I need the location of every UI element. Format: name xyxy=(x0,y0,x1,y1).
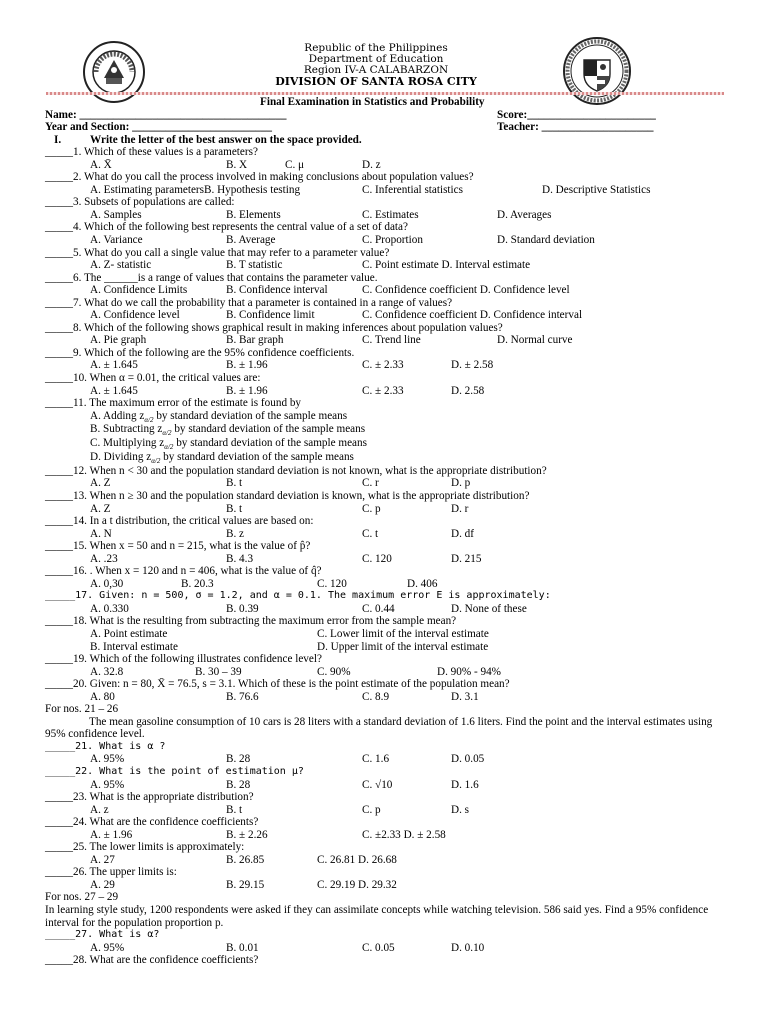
question-4: _____4. Which of the following best represents the central value of a set of data? xyxy=(45,221,408,234)
question-stem xyxy=(45,515,725,528)
choice-a: A. ± 1.645 xyxy=(90,359,138,372)
choices-row xyxy=(45,666,725,679)
choices-row xyxy=(45,284,725,297)
choice-cd: C. Point estimate D. Interval estimate xyxy=(362,259,531,272)
question-stem xyxy=(45,565,725,578)
choice-d-text: D. Dividing z xyxy=(90,451,152,464)
instruction-text: Write the letter of the best answer on the space provided. xyxy=(90,133,362,146)
question-stem xyxy=(45,221,725,234)
question-13: _____13. When n ≥ 30 and the population standard deviation is known, what is the appropriate distribution? xyxy=(45,489,530,502)
choice-a-text: A. Adding z xyxy=(90,409,145,422)
choice-b: B. 76.6 xyxy=(226,690,259,703)
question-stem xyxy=(45,347,725,360)
choices-row xyxy=(45,628,725,641)
choice-d: D. 0.10 xyxy=(451,941,485,954)
question-17: _____17. Given: n = 500, σ = 1.2, and α = 0.1. The maximum error E is approximately: xyxy=(45,590,551,602)
choice-a-rest: by standard deviation of the sample means xyxy=(153,409,348,422)
alpha-subscript: α/2 xyxy=(144,415,154,424)
question-stem xyxy=(45,590,725,603)
question-16: _____16. . When x = 120 and n = 406, what is the value of q̂? xyxy=(45,565,322,578)
choice-a: A. 27 xyxy=(90,853,115,866)
choice-d: D. s xyxy=(451,803,470,816)
choice-row-d xyxy=(45,451,725,465)
choice-c: C. Trend line xyxy=(362,334,421,347)
choices-row xyxy=(45,578,725,591)
choice-c: C. t xyxy=(362,527,379,540)
choice-a: A. 29 xyxy=(90,878,115,891)
exam-content xyxy=(45,96,725,967)
alpha-subscript: α/2 xyxy=(162,429,172,438)
question-12: _____12. When n < 30 and the population standard deviation is not known, what is the appropriate distribution? xyxy=(45,464,547,477)
choices-row xyxy=(45,942,725,955)
year-section-field[interactable]: Year and Section: _________________________ xyxy=(45,121,272,134)
question-15: _____15. When x = 50 and n = 215, what is the value of p̂? xyxy=(45,540,311,553)
question-stem xyxy=(45,766,725,779)
question-24: _____24. What are the confidence coefficients? xyxy=(45,816,259,829)
teacher-field[interactable]: Teacher: ____________________ xyxy=(497,121,654,134)
choices-row xyxy=(45,209,725,222)
choices-row xyxy=(45,603,725,616)
choice-cd: C. Confidence coefficient D. Confidence level xyxy=(362,284,570,297)
choice-b: B. t xyxy=(226,502,243,515)
question-stem xyxy=(45,841,725,854)
group-27-29-label: For nos. 27 – 29 xyxy=(45,891,119,904)
choice-c: C. Lower limit of the interval estimate xyxy=(317,627,489,640)
choices-row xyxy=(45,385,725,398)
choice-d: D. z xyxy=(362,158,381,171)
choice-b: B. Average xyxy=(226,234,276,247)
question-20: _____20. Given: n = 80, X̄ = 76.5, s = 3.1. Which of these is the point estimate of the population mean? xyxy=(45,678,510,691)
choice-b: B. 29.15 xyxy=(226,878,265,891)
question-18: _____18. What is the resulting from subtracting the maximum error from the sample mean? xyxy=(45,615,457,628)
choice-a: A. 95% xyxy=(90,778,125,791)
choice-c: C. 0.05 xyxy=(362,941,395,954)
question-stem xyxy=(45,678,725,691)
choice-c: C. r xyxy=(362,477,379,490)
choices-row xyxy=(45,829,725,842)
choice-a: A. z xyxy=(90,803,109,816)
question-28: _____28. What are the confidence coefficients? xyxy=(45,954,259,967)
question-26: _____26. The upper limits is: xyxy=(45,866,177,879)
choice-c-rest: by standard deviation of the sample means xyxy=(173,437,367,450)
choice-b: B. 30 – 39 xyxy=(195,665,242,678)
choice-c: C. μ xyxy=(285,158,305,171)
choice-d: D. r xyxy=(451,502,469,515)
alpha-subscript: α/2 xyxy=(151,457,161,466)
choice-b: B. ± 1.96 xyxy=(226,359,268,372)
choice-c: C. Inferential statistics xyxy=(362,183,463,196)
question-stem xyxy=(45,816,725,829)
choices-row xyxy=(45,259,725,272)
choices-row xyxy=(45,804,725,817)
question-stem xyxy=(45,372,725,385)
choice-a: A. Variance xyxy=(90,234,143,247)
choice-d: D. 406 xyxy=(407,577,438,590)
choice-cd: C. Confidence coefficient D. Confidence interval xyxy=(362,309,583,322)
score-field[interactable]: Score:_______________________ xyxy=(497,108,656,121)
question-27: _____27. What is α? xyxy=(45,929,160,941)
choice-d: D. 2.58 xyxy=(451,384,485,397)
choice-d: D. Standard deviation xyxy=(497,234,595,247)
choice-a: A. Z- statistic xyxy=(90,259,152,272)
choice-c: C. ± 2.33 xyxy=(362,384,404,397)
choice-c: C. 120 xyxy=(362,552,392,565)
question-stem xyxy=(45,954,725,967)
choice-row-a xyxy=(45,410,725,424)
group-heading xyxy=(45,703,725,716)
department-line: Department of Education xyxy=(308,53,444,65)
choice-d: D. 1.6 xyxy=(451,778,479,791)
choices-row xyxy=(45,159,725,172)
question-25: _____25. The lower limits is approximately: xyxy=(45,841,245,854)
choice-d: D. Averages xyxy=(497,208,552,221)
choice-a: A. 0,30 xyxy=(90,577,124,590)
choice-c: C. Proportion xyxy=(362,234,423,247)
choice-a: A. N xyxy=(90,527,112,540)
question-stem xyxy=(45,540,725,553)
republic-line: Republic of the Philippines xyxy=(304,42,448,54)
choice-d: D. Normal curve xyxy=(497,334,573,347)
choice-b: B. 28 xyxy=(226,753,251,766)
choice-d: D. 215 xyxy=(451,552,482,565)
name-score-row xyxy=(45,109,725,122)
choice-a: A. 95% xyxy=(90,941,125,954)
question-1: _____1. Which of these values is a parameters? xyxy=(45,146,258,159)
choice-c-text: C. Multiplying z xyxy=(90,437,165,450)
choice-d: D. ± 2.58 xyxy=(451,359,494,372)
question-stem xyxy=(45,171,725,184)
choices-row xyxy=(45,334,725,347)
question-stem xyxy=(45,397,725,410)
choice-cd: C. 29.19 D. 29.32 xyxy=(317,878,397,891)
question-stem xyxy=(45,272,725,285)
choice-a: A. Confidence level xyxy=(90,309,180,322)
alpha-subscript: α/2 xyxy=(164,443,174,452)
choice-d: D. Upper limit of the interval estimate xyxy=(317,640,489,653)
division-line: DIVISION OF SANTA ROSA CITY xyxy=(275,75,477,88)
question-22: _____22. What is the point of estimation μ? xyxy=(45,765,304,777)
choices-row xyxy=(45,854,725,867)
choice-a: A. X̄ xyxy=(90,158,112,171)
choice-row-c xyxy=(45,437,725,451)
choice-a: A. 0.330 xyxy=(90,602,129,615)
question-stem xyxy=(45,146,725,159)
question-stem xyxy=(45,322,725,335)
instruction-row xyxy=(45,134,725,147)
choice-c: C. ± 2.33 xyxy=(362,359,404,372)
choice-b: B. Bar graph xyxy=(226,334,284,347)
choice-b: B. 4.3 xyxy=(226,552,254,565)
choice-b: B. 0.39 xyxy=(226,602,259,615)
question-7: _____7. What do we call the probability that a parameter is contained in a range of values? xyxy=(45,296,453,309)
problem-27-29: In learning style study, 1200 respondents were asked if they can assimilate concepts while watching television. 586 said yes. Find a 95% confidence interval for the population proportion p. xyxy=(45,904,709,929)
section-teacher-row xyxy=(45,121,725,134)
question-21: _____21. What is α ? xyxy=(45,740,166,752)
choice-a: A. Samples xyxy=(90,208,142,221)
choice-cd: C. ±2.33 D. ± 2.58 xyxy=(362,828,446,841)
question-stem xyxy=(45,247,725,260)
region-line: Region IV-A CALABARZON xyxy=(303,64,449,76)
choices-row xyxy=(45,309,725,322)
choice-b: B. ± 2.26 xyxy=(226,828,268,841)
choice-a: A. 95% xyxy=(90,753,125,766)
exam-title: Final Examination in Statistics and Probability xyxy=(260,96,485,108)
header-text xyxy=(0,43,768,87)
choices-row xyxy=(45,641,725,654)
section-number: I. xyxy=(54,133,62,146)
choice-a: A. ± 1.645 xyxy=(90,384,138,397)
choice-b: B. Elements xyxy=(226,208,281,221)
choice-b: B. T statistic xyxy=(226,259,283,272)
exam-title-row xyxy=(45,96,725,109)
choice-b: B. Interval estimate xyxy=(90,640,178,653)
choice-b: B. t xyxy=(226,477,243,490)
choice-c: C. 120 xyxy=(317,577,347,590)
question-23: _____23. What is the appropriate distribution? xyxy=(45,791,254,804)
choice-a: A. 80 xyxy=(90,690,115,703)
choices-row xyxy=(45,503,725,516)
question-3: _____3. Subsets of populations are called: xyxy=(45,196,235,209)
choice-c: C. p xyxy=(362,502,381,515)
choice-d: D. Descriptive Statistics xyxy=(542,183,651,196)
letterhead xyxy=(0,40,768,92)
choice-b-rest: by standard deviation of the sample means xyxy=(171,423,366,436)
name-field[interactable]: Name: _____________________________________ xyxy=(45,108,287,121)
choices-row xyxy=(45,528,725,541)
choice-b: B. Confidence limit xyxy=(226,309,315,322)
question-stem xyxy=(45,196,725,209)
question-10: _____10. When α = 0.01, the critical values are: xyxy=(45,372,261,385)
choice-b: B. z xyxy=(226,527,245,540)
choice-a: A. .23 xyxy=(90,552,118,565)
choice-c: C. 90% xyxy=(317,665,351,678)
question-stem xyxy=(45,653,725,666)
group-21-26-label: For nos. 21 – 26 xyxy=(45,703,119,716)
choice-c: C. Estimates xyxy=(362,208,419,221)
choice-d: D. df xyxy=(451,527,474,540)
choice-d: D. p xyxy=(451,477,471,490)
choices-row xyxy=(45,879,725,892)
choices-row xyxy=(45,553,725,566)
question-14: _____14. In a t distribution, the critical values are based on: xyxy=(45,515,314,528)
choice-c: C. √10 xyxy=(362,778,393,791)
group-heading xyxy=(45,891,725,904)
choice-b: B. ± 1.96 xyxy=(226,384,268,397)
choice-row-b xyxy=(45,423,725,437)
choice-a: A. Z xyxy=(90,477,111,490)
choices-row xyxy=(45,184,725,197)
choice-b: B. Confidence interval xyxy=(226,284,328,297)
question-stem xyxy=(45,615,725,628)
choices-row xyxy=(45,234,725,247)
choice-c: C. p xyxy=(362,803,381,816)
choice-c: C. 0.44 xyxy=(362,602,395,615)
choice-a: A. Estimating parametersB. Hypothesis testing xyxy=(90,183,301,196)
question-11: _____11. The maximum error of the estimate is found by xyxy=(45,397,302,410)
choice-a: A. Confidence Limits xyxy=(90,284,188,297)
choice-a: A. Pie graph xyxy=(90,334,147,347)
question-9: _____9. Which of the following are the 95% confidence coefficients. xyxy=(45,346,355,359)
header-divider xyxy=(46,92,724,95)
choice-cd: C. 26.81 D. 26.68 xyxy=(317,853,397,866)
choices-row xyxy=(45,753,725,766)
question-stem xyxy=(45,297,725,310)
choice-a: A. Z xyxy=(90,502,111,515)
choice-b: B. 28 xyxy=(226,778,251,791)
question-19: _____19. Which of the following illustrates confidence level? xyxy=(45,653,322,666)
choice-b: B. 20.3 xyxy=(181,577,214,590)
question-stem xyxy=(45,490,725,503)
choice-d: D. 0.05 xyxy=(451,753,485,766)
choices-row xyxy=(45,691,725,704)
choice-b: B. X xyxy=(226,158,248,171)
choices-row xyxy=(45,477,725,490)
problem-21-26: The mean gasoline consumption of 10 cars is 28 liters with a standard deviation of 1.6 liters. Find the point and the interval estimates using 95% confidence level. xyxy=(45,715,713,741)
question-stem xyxy=(45,929,725,942)
choice-b: B. 26.85 xyxy=(226,853,265,866)
choices-row xyxy=(45,779,725,792)
choice-d: D. None of these xyxy=(451,602,527,615)
choice-a: A. Point estimate xyxy=(90,627,168,640)
choice-b: B. 0.01 xyxy=(226,941,259,954)
choice-a: A. 32.8 xyxy=(90,665,124,678)
question-stem xyxy=(45,465,725,478)
choice-c: C. 8.9 xyxy=(362,690,390,703)
question-5: _____5. What do you call a single value that may refer to a parameter value? xyxy=(45,246,390,259)
question-6: _____6. The ______is a range of values that contains the parameter value. xyxy=(45,271,378,284)
choice-b-text: B. Subtracting z xyxy=(90,423,163,436)
choices-row xyxy=(45,359,725,372)
choice-d-rest: by standard deviation of the sample means xyxy=(160,451,354,464)
question-stem xyxy=(45,791,725,804)
choice-d: D. 90% - 94% xyxy=(437,665,502,678)
question-8: _____8. Which of the following shows graphical result in making inferences about population values? xyxy=(45,321,503,334)
choice-b: B. t xyxy=(226,803,243,816)
question-2: _____2. What do you call the process involved in making conclusions about population values? xyxy=(45,171,474,184)
question-stem xyxy=(45,741,725,754)
choice-d: D. 3.1 xyxy=(451,690,479,703)
choice-c: C. 1.6 xyxy=(362,753,390,766)
question-stem xyxy=(45,866,725,879)
choice-a: A. ± 1.96 xyxy=(90,828,133,841)
